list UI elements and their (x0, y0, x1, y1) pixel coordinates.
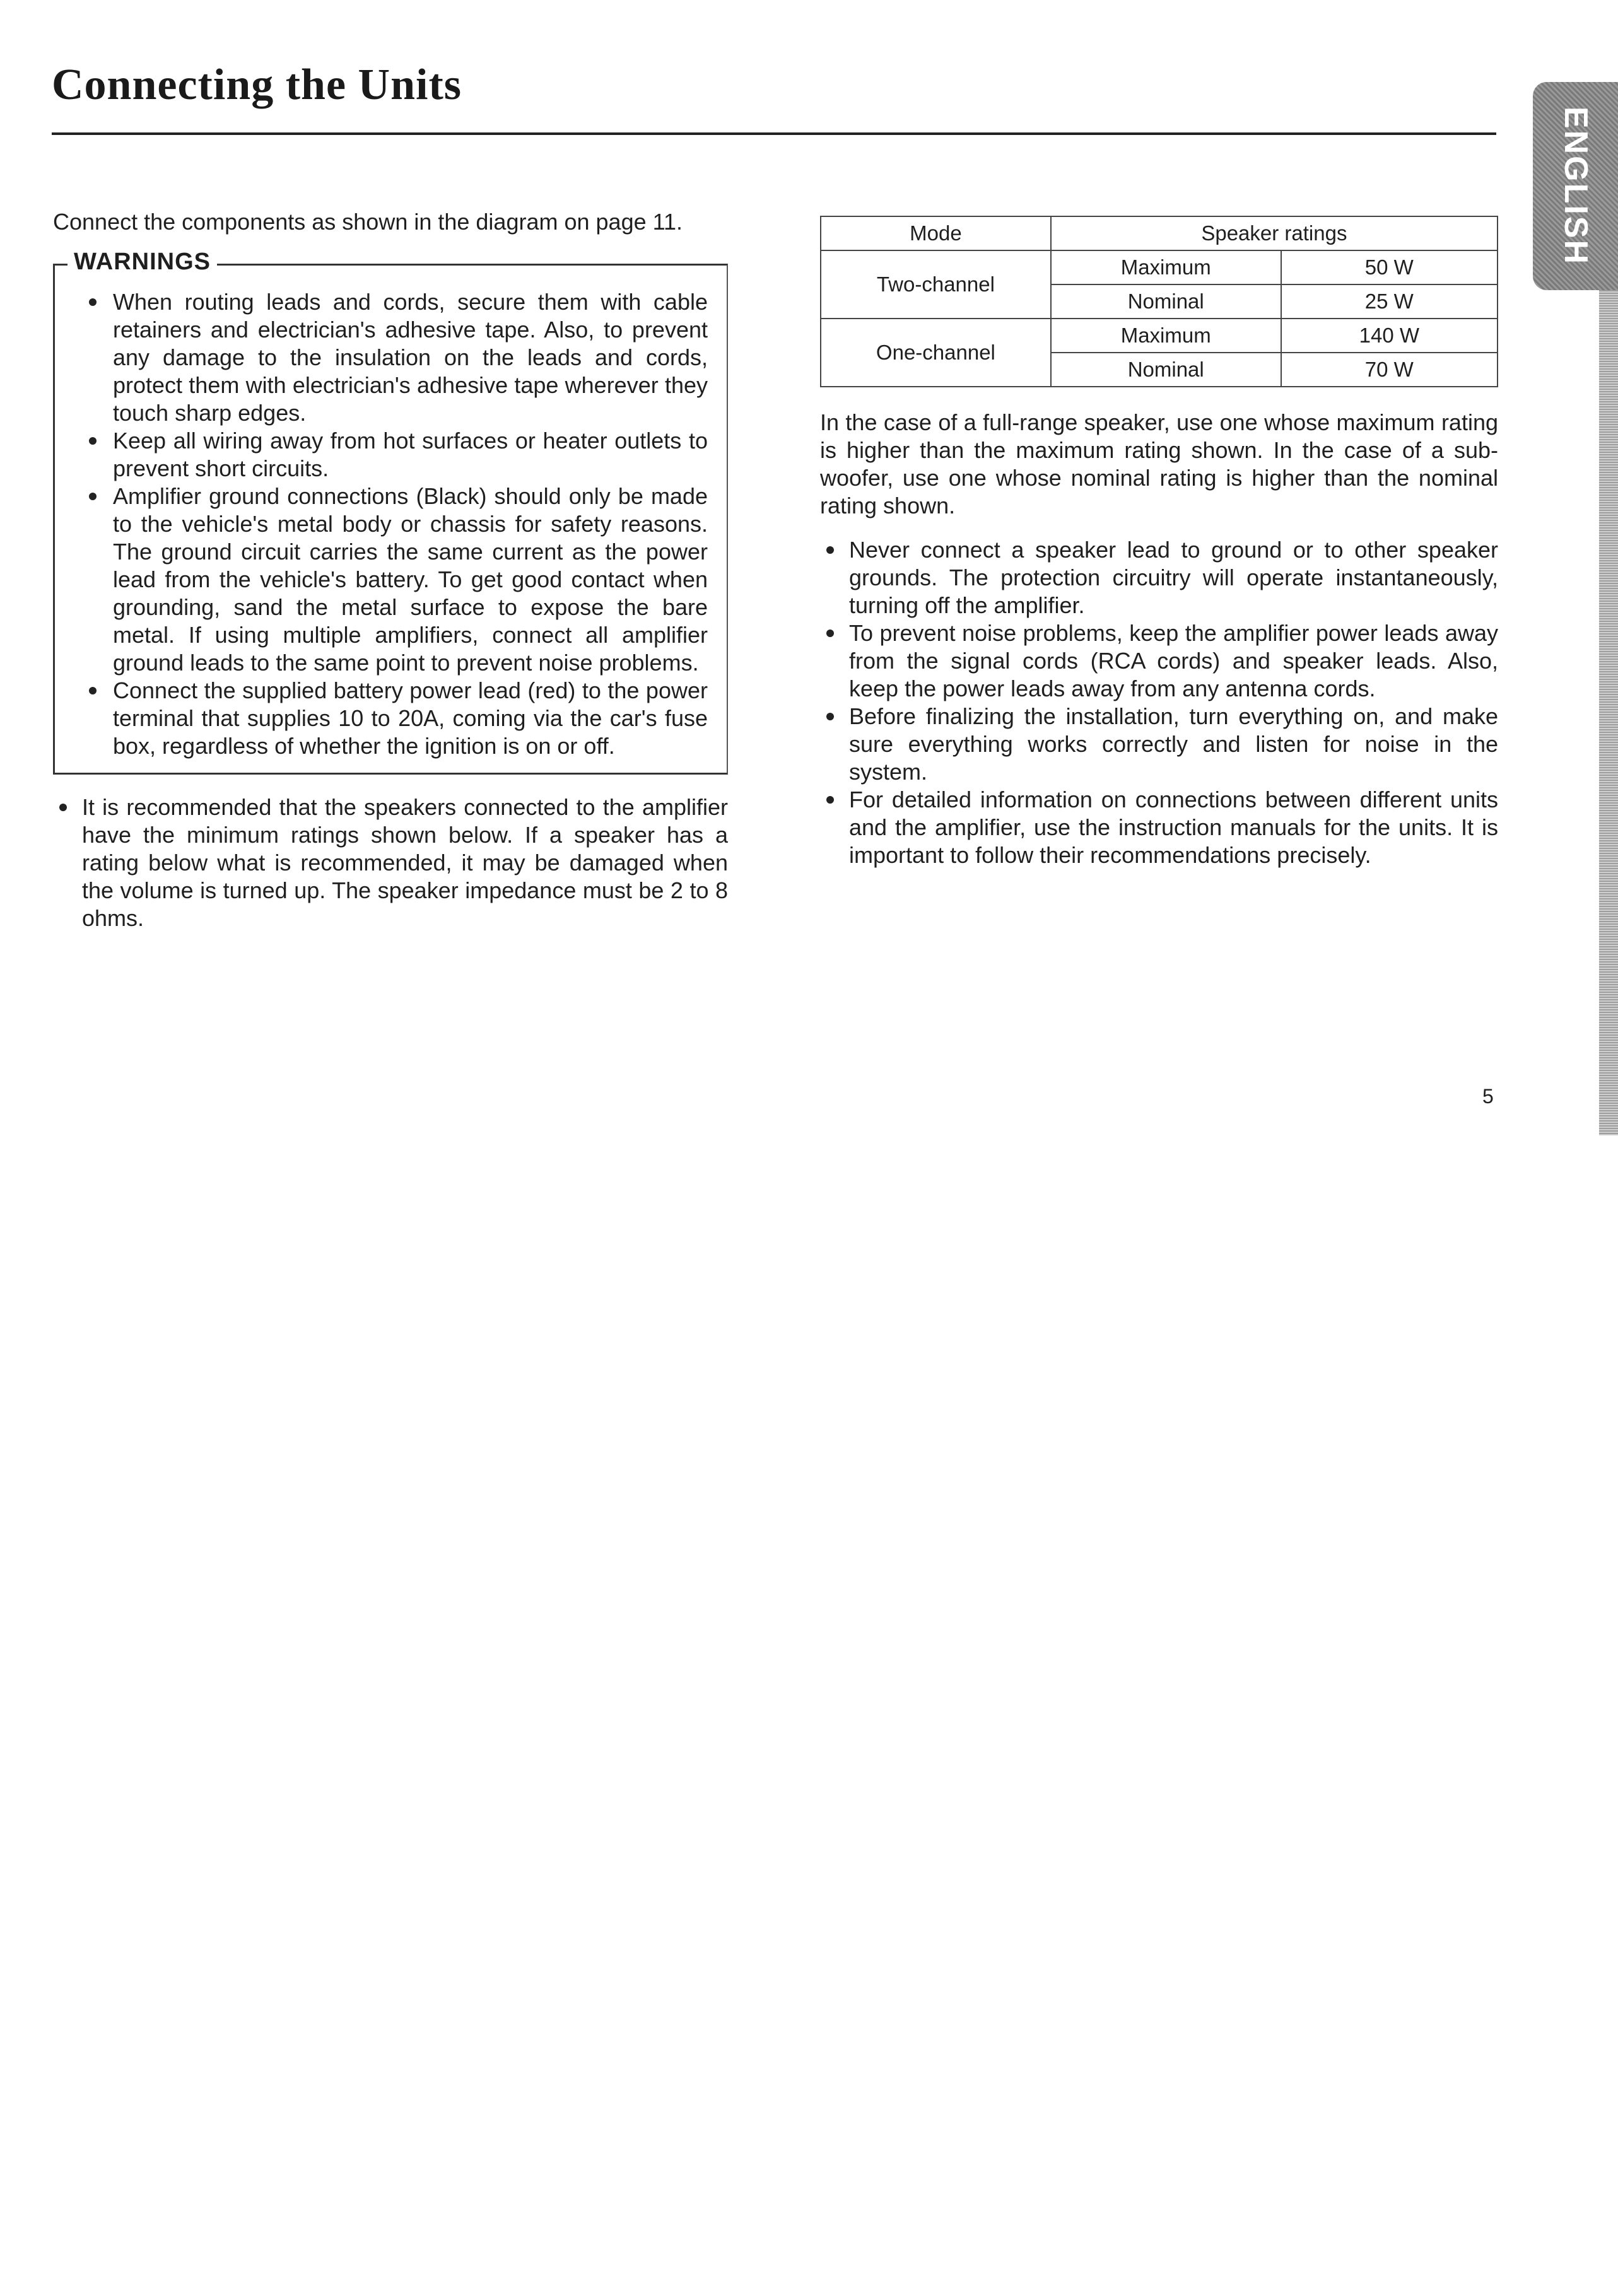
connection-note: Never connect a speaker lead to ground or to other speaker grounds. The protection circuitry will operate instantaneously, turning off the amplifier. (820, 536, 1498, 619)
rating-label-cell: Maximum (1051, 319, 1281, 353)
connection-notes-list (820, 536, 1498, 869)
page-number: 5 (1482, 1085, 1494, 1108)
speaker-ratings-table (820, 216, 1498, 387)
header-speaker-ratings: Speaker ratings (1051, 216, 1498, 250)
rating-value-cell: 50 W (1281, 250, 1498, 284)
warnings-box (53, 249, 728, 775)
connection-note: Before finalizing the installation, turn everything on, and make sure everything works correctly and listen for noise in the system. (820, 703, 1498, 786)
connection-note: To prevent noise problems, keep the amplifier power leads away from the signal cords (RCA cords) and speaker leads. Also, keep the power leads away from any antenna cords. (820, 619, 1498, 703)
speaker-rating-note: In the case of a full-range speaker, use one whose maximum rating is higher than the maximum rating shown. In the case of a sub-woofer, use one whose nominal rating is higher than the nominal rating shown. (820, 409, 1498, 518)
speaker-recommendation-list (53, 794, 728, 932)
rating-label-cell: Nominal (1051, 353, 1281, 387)
rating-label-cell: Nominal (1051, 284, 1281, 319)
intro-text: Connect the components as shown in the diagram on page 11. (53, 209, 683, 235)
rating-value-cell: 70 W (1281, 353, 1498, 387)
header-mode: Mode (821, 216, 1051, 250)
table-row (821, 250, 1498, 284)
right-column (820, 208, 1498, 869)
language-tab-label: ENGLISH (1557, 106, 1594, 266)
language-tab (1533, 82, 1618, 290)
warning-item: Amplifier ground connections (Black) should only be made to the vehicle's metal body or chassis for safety reasons. The ground circuit carries the same current as the power lead from the vehicle's battery. To get good contact when grounding, sand the metal surface to expose the bare metal. If using multiple amplifiers, connect all amplifier ground leads to the same point to prevent noise problems. (93, 483, 708, 677)
warning-item: Keep all wiring away from hot surfaces or heater outlets to prevent short circuits. (93, 427, 708, 483)
warnings-title: WARNINGS (67, 248, 217, 276)
table-header-row (821, 216, 1498, 250)
mode-cell: Two-channel (821, 250, 1051, 319)
connection-note: For detailed information on connections between different units and the amplifier, use the instruction manuals for the units. It is important to follow their recommendations precisely. (820, 786, 1498, 869)
warning-item: When routing leads and cords, secure them with cable retainers and electrician's adhesive tape. Also, to prevent any damage to the insulation on the leads and cords, protect them with electrician's adhesive tape wherever they touch sharp edges. (93, 288, 708, 427)
rating-value-cell: 140 W (1281, 319, 1498, 353)
mode-cell: One-channel (821, 319, 1051, 387)
left-column (53, 208, 728, 932)
title-divider (52, 132, 1496, 135)
page-edge-shadow (1599, 290, 1618, 1135)
table-row (821, 319, 1498, 353)
rating-label-cell: Maximum (1051, 250, 1281, 284)
page-title: Connecting the Units (52, 61, 462, 109)
warnings-list (93, 288, 708, 760)
speaker-recommendation: It is recommended that the speakers connected to the amplifier have the minimum ratings shown below. If a speaker has a rating below what is recommended, it may be damaged when the volume is turned up. The speaker impedance must be 2 to 8 ohms. (53, 794, 728, 932)
rating-value-cell: 25 W (1281, 284, 1498, 319)
warning-item: Connect the supplied battery power lead (red) to the power terminal that supplies 10 to 20A, coming via the car's fuse box, regardless of whether the ignition is on or off. (93, 677, 708, 760)
